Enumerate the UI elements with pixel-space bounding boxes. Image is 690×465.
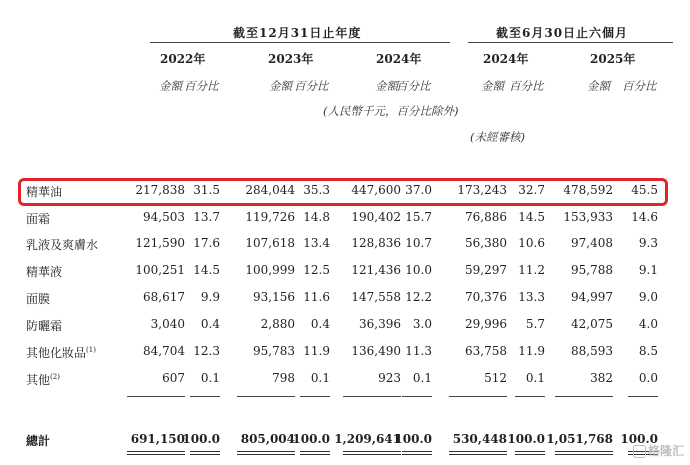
percentage-cell: 15.7 [405,210,432,224]
amount-column-header: 金額 [269,79,292,93]
amount-cell: 190,402 [351,210,401,224]
percentage-cell: 13.3 [518,290,545,304]
row-label-text: 總計 [26,434,51,448]
row-label-text: 精華液 [26,265,63,279]
amount-column-header: 金額 [587,79,610,93]
percentage-cell: 0.4 [310,317,330,331]
amount-cell: 1,209,641 [334,432,401,446]
row-label-text: 其他化妝品 [26,346,87,360]
subtotal-rule [402,396,432,397]
percentage-cell: 45.5 [631,183,658,197]
amount-cell: 2,880 [260,317,295,331]
percentage-column-header: 百分比 [396,79,431,93]
total-double-rule [515,451,545,455]
percentage-cell: 12.2 [405,290,432,304]
amount-cell: 128,836 [351,236,401,250]
percentage-cell: 11.9 [303,344,330,358]
amount-cell: 1,051,768 [546,432,613,446]
percentage-cell: 35.3 [303,183,330,197]
year-2022: 2022年 [160,52,206,66]
amount-cell: 42,075 [571,317,613,331]
subtotal-rule [555,396,613,397]
footnote-marker: (1) [86,346,96,354]
percentage-cell: 14.8 [303,210,330,224]
percentage-cell: 100.0 [507,432,545,446]
amount-cell: 36,396 [359,317,401,331]
percentage-cell: 8.5 [638,344,658,358]
percentage-cell: 0.4 [200,317,220,331]
percentage-cell: 4.0 [638,317,658,331]
amount-cell: 56,380 [465,236,507,250]
group-underline-6m [468,42,673,43]
amount-cell: 147,558 [351,290,401,304]
amount-cell: 76,886 [465,210,507,224]
total-double-rule [402,451,432,455]
row-label [26,317,62,334]
year-2025-h1: 2025年 [590,52,636,66]
subtotal-rule [343,396,401,397]
row-label [26,210,50,227]
amount-cell: 119,726 [245,210,295,224]
amount-column-header: 金額 [481,79,504,93]
unit-note: (人民幣千元，百分比除外) [323,104,459,118]
amount-column-header: 金額 [159,79,182,93]
watermark-logo-icon [633,445,646,458]
row-label-text: 面霜 [26,212,51,226]
percentage-cell: 9.0 [638,290,658,304]
six-month-group-header: 截至6月30日止六個月 [496,26,629,40]
percentage-cell: 100.0 [620,432,658,446]
total-double-rule [190,451,220,455]
amount-cell: 284,044 [245,183,295,197]
percentage-cell: 100.0 [182,432,220,446]
fiscal-year-group-header: 截至12月31日止年度 [233,26,362,40]
row-label-text: 其他 [26,373,51,387]
percentage-cell: 9.1 [638,263,658,277]
year-2024: 2024年 [376,52,422,66]
amount-cell: 923 [378,371,401,385]
total-label [26,432,50,449]
amount-cell: 153,933 [563,210,613,224]
subtotal-rule [127,396,185,397]
amount-cell: 97,408 [571,236,613,250]
amount-cell: 798 [272,371,295,385]
percentage-cell: 0.1 [310,371,330,385]
watermark: 格隆汇 [633,442,684,459]
amount-cell: 121,590 [135,236,185,250]
amount-cell: 3,040 [150,317,185,331]
percentage-cell: 10.7 [405,236,432,250]
row-label [26,236,98,253]
total-double-rule [343,451,401,455]
amount-cell: 217,838 [135,183,185,197]
subtotal-rule [237,396,295,397]
amount-cell: 88,593 [571,344,613,358]
amount-cell: 29,996 [465,317,507,331]
year-2023: 2023年 [268,52,314,66]
percentage-cell: 0.1 [525,371,545,385]
subtotal-rule [628,396,658,397]
amount-cell: 100,251 [135,263,185,277]
percentage-column-header: 百分比 [184,79,219,93]
amount-cell: 100,999 [245,263,295,277]
amount-cell: 447,600 [351,183,401,197]
percentage-cell: 0.0 [638,371,658,385]
row-label [26,183,62,200]
amount-cell: 530,448 [452,432,507,446]
row-label [26,344,96,361]
amount-cell: 607 [162,371,185,385]
amount-cell: 70,376 [465,290,507,304]
percentage-cell: 11.2 [518,263,545,277]
footnote-marker: (2) [50,373,60,381]
subtotal-rule [190,396,220,397]
percentage-cell: 100.0 [394,432,432,446]
amount-cell: 107,618 [245,236,295,250]
amount-cell: 84,704 [143,344,185,358]
percentage-column-header: 百分比 [294,79,329,93]
row-label [26,263,62,280]
row-label [26,290,50,307]
percentage-cell: 11.9 [518,344,545,358]
amount-cell: 68,617 [143,290,185,304]
percentage-cell: 14.5 [193,263,220,277]
percentage-cell: 0.1 [200,371,220,385]
percentage-cell: 3.0 [412,317,432,331]
amount-cell: 59,297 [465,263,507,277]
total-double-rule [127,451,185,455]
row-label-text: 面膜 [26,292,51,306]
percentage-cell: 13.4 [303,236,330,250]
year-2024-h1: 2024年 [483,52,529,66]
audit-note: (未經審核) [470,130,525,144]
percentage-cell: 0.1 [412,371,432,385]
amount-cell: 63,758 [465,344,507,358]
percentage-cell: 11.6 [303,290,330,304]
total-double-rule [449,451,507,455]
amount-cell: 95,783 [253,344,295,358]
percentage-cell: 31.5 [193,183,220,197]
percentage-cell: 12.5 [303,263,330,277]
percentage-cell: 11.3 [405,344,432,358]
percentage-cell: 10.0 [405,263,432,277]
amount-cell: 478,592 [563,183,613,197]
percentage-cell: 13.7 [193,210,220,224]
amount-cell: 136,490 [351,344,401,358]
amount-cell: 93,156 [253,290,295,304]
percentage-column-header: 百分比 [509,79,544,93]
subtotal-rule [515,396,545,397]
percentage-cell: 14.5 [518,210,545,224]
percentage-cell: 10.6 [518,236,545,250]
amount-cell: 512 [484,371,507,385]
percentage-cell: 100.0 [292,432,330,446]
amount-cell: 805,004 [240,432,295,446]
subtotal-rule [449,396,507,397]
percentage-cell: 5.7 [525,317,545,331]
total-double-rule [300,451,330,455]
group-underline-fy [150,42,450,43]
percentage-cell: 9.3 [638,236,658,250]
amount-cell: 173,243 [457,183,507,197]
amount-cell: 95,788 [571,263,613,277]
total-double-rule [237,451,295,455]
amount-cell: 382 [590,371,613,385]
amount-cell: 691,150 [130,432,185,446]
percentage-cell: 17.6 [193,236,220,250]
row-label [26,371,60,388]
percentage-cell: 12.3 [193,344,220,358]
total-double-rule [555,451,613,455]
row-label-text: 乳液及爽膚水 [26,238,99,252]
amount-cell: 121,436 [351,263,401,277]
percentage-cell: 14.6 [631,210,658,224]
amount-cell: 94,997 [571,290,613,304]
amount-column-header: 金額 [375,79,398,93]
percentage-cell: 37.0 [405,183,432,197]
percentage-column-header: 百分比 [622,79,657,93]
percentage-cell: 32.7 [518,183,545,197]
row-label-text: 防曬霜 [26,319,63,333]
row-label-text: 精華油 [26,185,63,199]
subtotal-rule [300,396,330,397]
percentage-cell: 9.9 [200,290,220,304]
amount-cell: 94,503 [143,210,185,224]
